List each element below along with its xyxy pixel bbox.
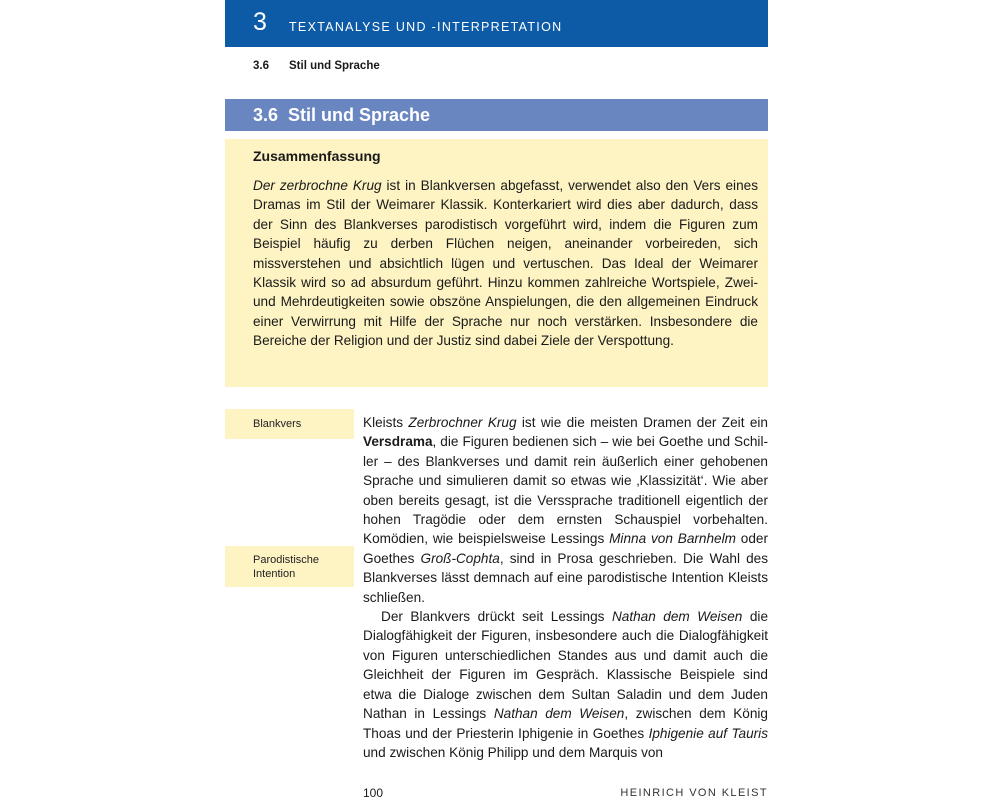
page-number: 100 <box>363 786 384 800</box>
italic-title: Groß-Cophta <box>420 550 500 566</box>
summary-title-italic: Der zerbrochne Krug <box>253 178 382 193</box>
text-run: , sind in Prosa geschrieben. Die Wahl des Blankverses lässt demnach auf eine parodistische Intention Kleists schließen. <box>363 550 768 605</box>
italic-title: Nathan dem Weisen <box>493 706 625 722</box>
italic-title: Nathan dem Weisen <box>611 609 743 625</box>
italic-title: Minna von Barnhelm <box>609 531 736 547</box>
chapter-number: 3 <box>253 8 267 36</box>
margin-note-blankvers <box>225 409 354 439</box>
italic-title: Zerbrochner Krug <box>408 415 517 430</box>
margin-note-line1: Parodistische <box>253 554 320 566</box>
text-run: und zwischen König Philipp und dem Marquis von <box>363 744 663 760</box>
chapter-header-bar <box>225 0 768 47</box>
running-head-title: Stil und Sprache <box>289 60 380 72</box>
margin-note-line2: Intention <box>253 568 296 580</box>
paragraph-2 <box>363 607 768 762</box>
summary-text <box>253 176 758 351</box>
running-head-number: 3.6 <box>253 60 269 72</box>
text-run: Der Blankvers drückt seit Lessings <box>381 609 612 625</box>
italic-title: Iphigenie auf Tauris <box>648 725 769 741</box>
running-head <box>253 58 380 74</box>
section-heading-bar <box>225 99 768 131</box>
bold-term: Versdrama <box>363 434 433 450</box>
footer-book-title: HEINRICH VON KLEIST <box>620 787 768 799</box>
text-run: ist wie die meisten Dramen der Zeit ein <box>516 415 768 430</box>
margin-note-parodistische-intention <box>225 546 354 587</box>
text-run: , die Figuren bedienen sich – wie bei Goethe und Schiller – des Blankverses und damit rein äußerlich einer gehobenen Sprache und simulieren damit so etwas wie ‚Klassizität‘. Wie aber oben bereits gesagt, ist die Verssprache traditionell eigentlich der hohen Tragödie oder dem ernsten Schauspiel vorbehalten. Komödien, wie beispielsweise Lessings <box>363 434 768 547</box>
paragraph-1 <box>363 413 768 607</box>
text-run: oder Goethes <box>363 531 768 566</box>
main-body-text <box>363 413 768 762</box>
text-run: die Dialogfähigkeit der Figuren, insbesondere auch die Dialogfähigkeit von Figuren unterschiedlichen Standes aus und damit auch die Gleichheit der Figuren im Gespräch. Klassische Beispiele sind etwa die Dialoge zwischen dem Sultan Saladin und dem Juden Nathan in Lessings <box>363 609 769 722</box>
text-run: , zwischen dem König Thoas und der Priesterin Iphigenie in Goethes <box>363 706 768 741</box>
chapter-title: TEXTANALYSE UND -INTERPRETATION <box>289 20 563 34</box>
summary-body-text: ist in Blankversen abgefasst, verwendet also den Vers eines Dramas im Stil der Weimarer Klassik. Konterkariert wird dies aber dadurch, dass der Sinn des Blankverses parodistisch vorgeführt wird, indem die Figuren zum Beispiel häufig zu derben Flüchen neigen, aneinander vorbeireden, sich missverstehen und absichtlich lügen und vertuschen. Das Ideal der Weimarer Klassik wird so ad absurdum geführt. Hinzu kommen zahlreiche Wortspiele, Zwei- und Mehrdeutigkeiten sowie obszöne Anspielungen, die den allgemeinen Eindruck einer Verwirrung mit Hilfe der Sprache nur noch verstärken. Insbesondere die Bereiche der Religion und der Justiz sind dabei Ziele der Verspottung. <box>253 178 758 349</box>
text-run: Kleists <box>363 415 409 430</box>
margin-note-text: Blankvers <box>253 418 302 430</box>
section-heading: 3.6 Stil und Sprache <box>253 105 431 125</box>
summary-box <box>225 139 768 387</box>
summary-heading: Zusammenfassung <box>253 148 381 164</box>
